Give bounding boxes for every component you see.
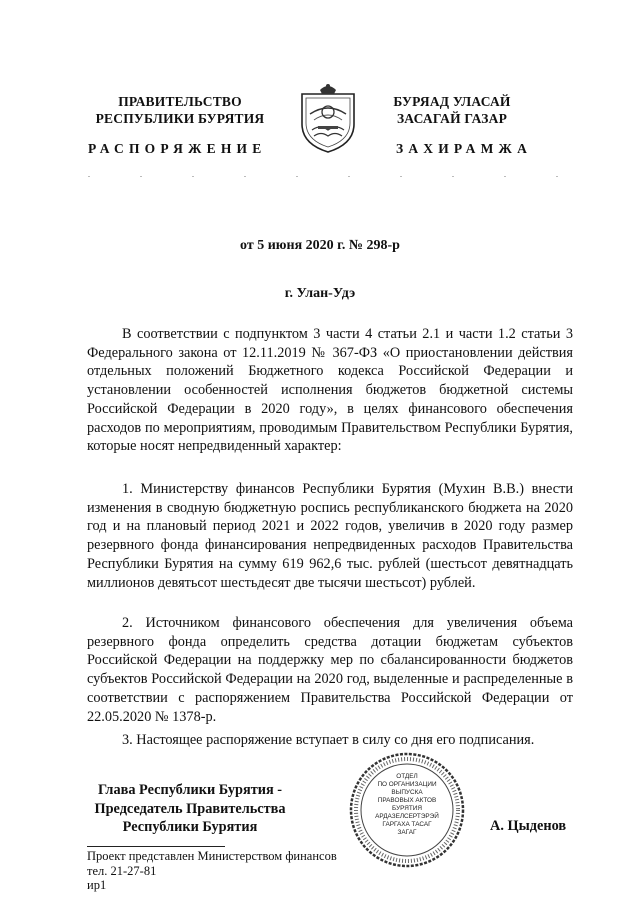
- footer-line1: Проект представлен Министерством финансов: [87, 849, 337, 863]
- header-left-doc-type: РАСПОРЯЖЕНИЕ: [88, 141, 267, 156]
- header-right-line2: ЗАСАГАЙ ГАЗАР: [396, 111, 508, 126]
- stamp-line: ГАРГАХА ТАСАГ: [382, 821, 432, 828]
- header-left-title: [80, 93, 280, 127]
- coat-of-arms-emblem: [296, 80, 360, 154]
- stamp-line: БУРЯТИЯ: [392, 805, 422, 812]
- stamp-text: [362, 773, 452, 837]
- signatory-name: А. Цыденов: [490, 818, 567, 834]
- stamp-line: АРДАЗЕЛСЕРТЭРЭЙ: [375, 813, 439, 820]
- header-divider: [88, 176, 558, 178]
- signatory-title-line1: Глава Республики Бурятия -: [97, 782, 283, 798]
- header-left-line2: РЕСПУБЛИКИ БУРЯТИЯ: [95, 111, 265, 126]
- footer-line2: тел. 21-27-81: [87, 863, 157, 878]
- stamp-line: ВЫПУСКА: [391, 789, 423, 796]
- stamp-line: ПРАВОВЫХ АКТОВ: [377, 797, 437, 804]
- footer-note: [87, 849, 337, 893]
- signatory-title-line2: Председатель Правительства: [94, 800, 286, 817]
- stamp-line: ПО ОРГАНИЗАЦИИ: [377, 781, 437, 788]
- item-3-paragraph: 3. Настоящее распоряжение вступает в силу со дня его подписания.: [122, 732, 535, 748]
- item-2-paragraph: 2. Источником финансового обеспечения для увеличения объема резервного фонда определить средства дотации бюджетам субъектов Российской Федерации на поддержку мер по сбалансированности бюджетов субъектов Российской Федерации на 2020 год, выделенные и распределенные в соответствии с распоряжением Правительства Российской Федерации от 22.05.2020 № 1378-р.: [87, 615, 573, 725]
- signatory-title: [60, 781, 320, 837]
- header-right-line1: БУРЯАД УЛАСАЙ: [393, 94, 511, 109]
- stamp-line: ОТДЕЛ: [396, 773, 418, 780]
- preamble-paragraph: В соответствии с подпунктом 3 части 4 статьи 2.1 и части 1.2 статьи 3 Федерального закона от 12.11.2019 № 367-ФЗ «О приостановлении действия отдельных положений Бюджетного кодекса Российской Федерации и установлении особенностей исполнения бюджетов бюджетной системы Российской Федерации в 2020 году», в целях финансового обеспечения расходов по мероприятиям, проводимым Правительством Республики Бурятия, которые носят непредвиденный характер:: [87, 326, 573, 455]
- footer-rule: [87, 846, 225, 847]
- official-stamp: [348, 751, 466, 869]
- footer-line3: ир1: [87, 878, 107, 892]
- header-right-doc-type: ЗАХИРАМЖА: [396, 141, 533, 156]
- item-1-paragraph: 1. Министерству финансов Республики Бурятия (Мухин В.В.) внести изменения в сводную бюджетную роспись республиканского бюджета на 2020 год и на плановый период 2021 и 2022 годов, увеличив в 2020 году размер резервного фонда финансирования непредвиденных расходов Правительства Республики Бурятия на сумму 619 962,6 тыс. рублей (шестьсот девятнадцать миллионов девятьсот шестьдесят две тысячи шестьсот) рублей.: [87, 481, 573, 591]
- order-date-number: от 5 июня 2020 г. № 298-р: [240, 238, 400, 253]
- header-left-line1: ПРАВИТЕЛЬСТВО: [118, 94, 242, 109]
- stamp-line: ЗАГАГ: [397, 829, 417, 836]
- signatory-title-line3: Республики Бурятия: [122, 819, 258, 835]
- order-city: г. Улан-Удэ: [284, 286, 356, 301]
- coat-of-arms-icon: [296, 80, 360, 154]
- header-right-title: [372, 93, 532, 127]
